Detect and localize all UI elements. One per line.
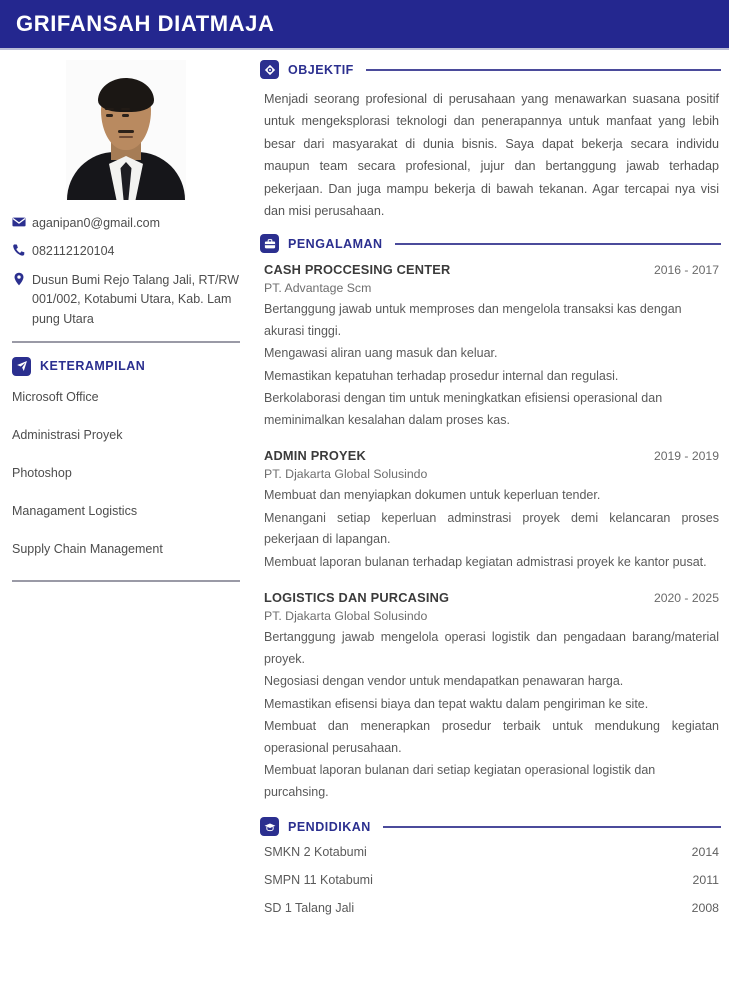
job-bullets [264,299,719,431]
contact-email[interactable] [12,214,240,233]
experience-entry [264,262,719,431]
job-date: 2020 - 2025 [653,591,719,606]
job-title: ADMIN PROYEK [264,448,366,464]
job-company: PT. Djakarta Global Solusindo [264,467,428,482]
job-bullet: Memastikan kepatuhan terhadap prosedur internal dan regulasi. [264,368,619,383]
graduation-cap-icon [260,817,279,836]
education-year: 2008 [691,901,719,916]
job-bullet: Membuat laporan bulanan terhadap kegiatan admistrasi proyek ke kantor pusat. [264,554,707,569]
job-bullets [264,485,719,573]
skill-item: Photoshop [12,465,72,480]
education-entry [264,845,719,859]
experience-section-header [260,234,721,253]
job-bullet: Bertanggung jawab untuk memproses dan mengelola transaksi kas dengan akurasi tinggi. [264,302,682,338]
skill-item: Microsoft Office [12,389,99,404]
job-bullet: Berkolaborasi dengan tim untuk meningkatkan efisiensi operasional dan meminimalkan kesalahan dalam proses kas. [264,391,663,427]
job-title: CASH PROCCESING CENTER [264,262,451,278]
contact-email-text: aganipan0@gmail.com [32,216,161,230]
main-column [252,50,729,929]
experience-entry [264,448,719,573]
avatar [66,60,186,200]
job-company: PT. Advantage Scm [264,281,372,296]
job-title: LOGISTICS DAN PURCASING [264,590,450,606]
job-bullet: Menangani setiap keperluan adminstrasi proyek demi kelancaran proses pekerjaan di lapangan. [264,510,719,547]
contact-phone-text: 082112120104 [32,244,115,259]
job-bullet: Bertanggung jawab mengelola operasi logistik dan pengadaan barang/material proyek. [264,630,719,666]
sidebar-divider-bottom [12,580,240,582]
phone-icon [12,242,32,257]
envelope-icon [12,214,32,229]
location-pin-icon [12,271,32,286]
job-bullets [264,627,719,803]
contact-address [12,271,240,329]
objective-section-title: OBJEKTIF [288,62,354,77]
skills-section-title: KETERAMPILAN [40,359,146,374]
briefcase-icon [260,234,279,253]
objective-section-header [260,60,721,79]
experience-section-rule [395,243,721,245]
job-bullet: Negosiasi dengan vendor untuk mendapatkan penawaran harga. [264,674,624,689]
resume-body [0,50,729,1000]
job-bullet: Mengawasi aliran uang masuk dan keluar. [264,346,498,361]
contact-list [8,214,244,329]
job-bullet: Membuat dan menyiapkan dokumen untuk keperluan tender. [264,488,601,503]
paper-plane-icon [12,357,31,376]
education-school: SMPN 11 Kotabumi [264,873,373,888]
skills-section-header [12,357,244,376]
education-school: SD 1 Talang Jali [264,901,355,916]
job-bullet: Membuat dan menerapkan prosedur terbaik untuk mendukung kegiatan operasional perusahaan. [264,719,719,755]
photo-container [8,56,244,200]
job-bullet: Membuat laporan bulanan dari setiap kegiatan operasional logistik dan purcahsing. [264,763,656,799]
contact-address-text: Dusun Bumi Rejo Talang Jali, RT/RW 001/002, Kotabumi Utara, Kab. Lam pung Utara [32,272,240,326]
job-bullet: Memastikan efisensi biaya dan tepat waktu dalam pengiriman ke site. [264,696,649,711]
experience-section-title: PENGALAMAN [288,236,383,251]
education-section-rule [383,826,721,828]
education-entry [264,901,719,915]
education-school: SMKN 2 Kotabumi [264,845,367,860]
job-date: 2019 - 2019 [653,449,719,464]
objective-section-rule [366,69,721,71]
job-date: 2016 - 2017 [653,263,719,278]
job-company: PT. Djakarta Global Solusindo [264,609,428,624]
education-section-title: PENDIDIKAN [288,819,371,834]
skill-item: Managament Logistics [12,503,138,518]
experience-entry-header [264,262,719,277]
skill-item: Administrasi Proyek [12,427,123,442]
skill-item: Supply Chain Management [12,541,163,556]
experience-entry [264,590,719,803]
objective-text: Menjadi seorang profesional di perusahaan yang menawarkan suasana positif untuk mengeksplorasi teknologi dan penerapannya untuk manfaat yang lebih besar dari masyarakat di dunia bisnis. Saya dapat bekerja secara individu maupun team secara profesional, jujur dan bertanggung jawab terhadap pekerjaan. Dan juga mampu bekerja di bawah tekanan. Agar tercapai nya visi dan misi perusahaan. [264,92,719,219]
education-year: 2011 [692,873,719,888]
experience-entry-header [264,448,719,463]
sidebar-divider-top [12,341,240,343]
education-year: 2014 [691,845,719,860]
education-entry [264,873,719,887]
sidebar [0,50,252,582]
education-section-header [260,817,721,836]
target-icon [260,60,279,79]
page-title: GRIFANSAH DIATMAJA [16,11,275,36]
experience-entry-header [264,590,719,605]
contact-phone[interactable] [12,242,240,261]
header-band [0,0,729,48]
